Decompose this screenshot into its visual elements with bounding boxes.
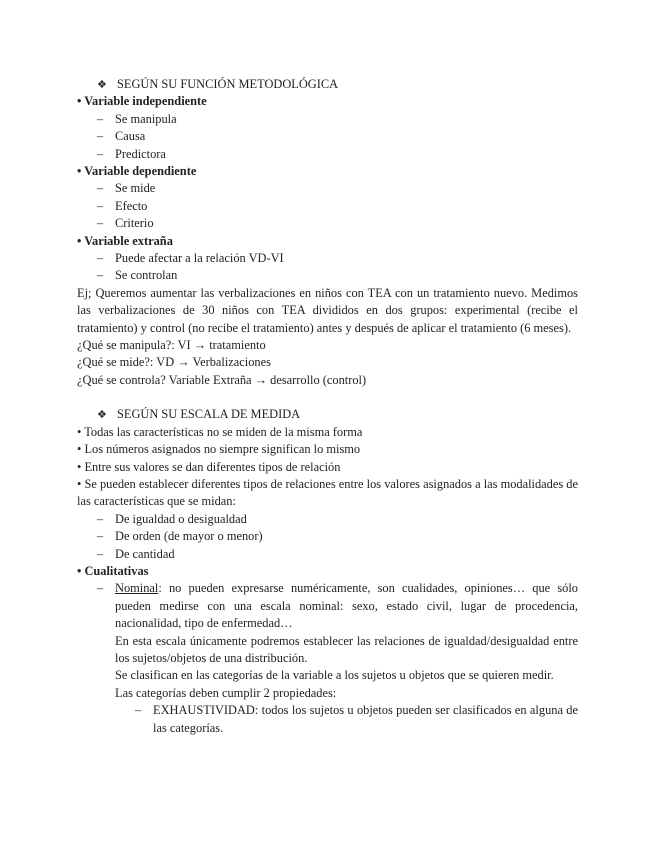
list-item: – Se mide: [97, 181, 156, 196]
bullet-item: • Los números asignados no siempre significan lo mismo: [77, 442, 361, 457]
list-item: – De orden (de mayor o menor): [97, 529, 263, 544]
nominal-paragraph-3: Se clasifican en las categorías de la variable a los sujetos u objetos que se quieren medir.: [115, 668, 554, 683]
bullet-item: • Todas las características no se miden de la misma forma: [77, 424, 363, 439]
nominal-paragraph-2: En esta escala únicamente podremos establecer las relaciones de igualdad/desigualdad entre los sujetos/objetos de una distribución.: [115, 633, 578, 666]
vi-title: • Variable independiente: [77, 94, 207, 109]
list-item: – De igualdad o desigualdad: [97, 511, 247, 526]
bullet-item: • Se pueden establecer diferentes tipos de relaciones entre los valores asignados a las modalidades de las características que se midan:: [77, 477, 578, 509]
cualitativas-title: • Cualitativas: [77, 564, 149, 579]
vd-title: • Variable dependiente: [77, 163, 197, 178]
list-item: – Efecto: [97, 198, 148, 213]
nominal-paragraph-4: Las categorías deben cumplir 2 propiedades:: [115, 685, 337, 700]
list-item: – Criterio: [97, 216, 154, 231]
section-heading-metodologica: ❖ SEGÚN SU FUNCIÓN METODOLÓGICA: [77, 76, 578, 93]
bullet-item: • Entre sus valores se dan diferentes tipos de relación: [77, 459, 341, 474]
list-item: – Se manipula: [97, 111, 177, 126]
ve-title: • Variable extraña: [77, 233, 173, 248]
example-paragraph: Ej; Queremos aumentar las verbalizaciones en niños con TEA con un tratamiento nuevo. Medimos las verbalizaciones de 30 niños con TEA divididos en dos grupos: experimental (recibe el tratamiento) y control (no recibe el tratamiento) antes y después de aplicar el tratamiento (6 meses).: [77, 285, 578, 335]
exhaustividad-item: – EXHAUSTIVIDAD: todos los sujetos u objetos pueden ser clasificados en alguna de las categorías.: [135, 703, 578, 735]
list-item: – Se controlan: [97, 268, 178, 283]
diamond-bullet-icon: ❖: [97, 79, 107, 91]
nominal-label: Nominal: [115, 581, 159, 596]
diamond-bullet-icon: ❖: [97, 409, 107, 422]
list-item: – Predictora: [97, 146, 166, 161]
question-controla: ¿Qué se controla? Variable Extraña → desarrollo (control): [77, 372, 367, 387]
nominal-item: – Nominal: no pueden expresarse numéricamente, son cualidades, opiniones… que sólo pueden medirse con una escala nominal: sexo, estado civil, lugar de procedencia, nacionalidad, tipo de enfermedad…: [97, 581, 578, 631]
section-heading-escala: ❖ SEGÚN SU ESCALA DE MEDIDA: [77, 406, 578, 423]
list-item: – Causa: [97, 129, 146, 144]
list-item: – Puede afectar a la relación VD-VI: [97, 250, 284, 265]
question-manipula: ¿Qué se manipula?: VI → tratamiento: [77, 337, 266, 352]
document-page: [77, 76, 578, 737]
list-item: – De cantidad: [97, 546, 175, 561]
question-mide: ¿Qué se mide?: VD → Verbalizaciones: [77, 355, 271, 370]
